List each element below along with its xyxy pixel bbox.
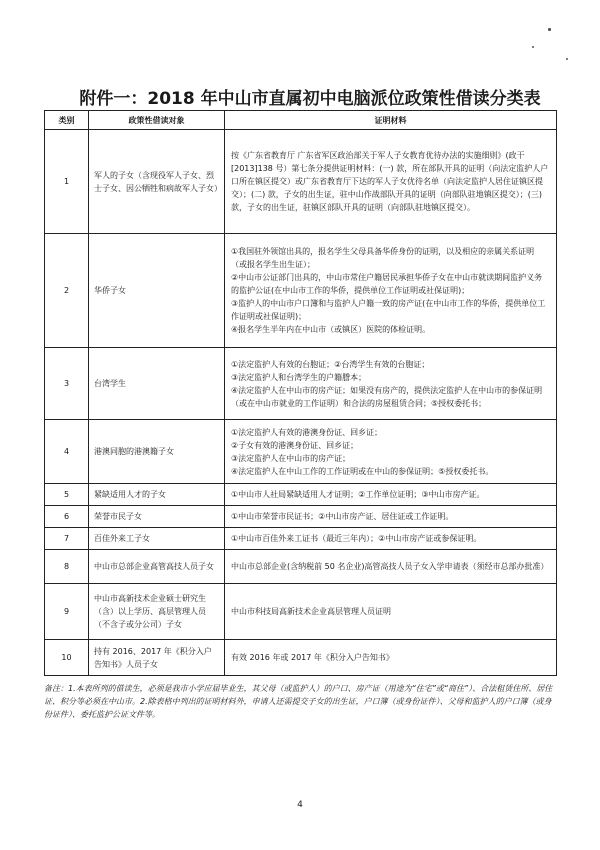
policy-table <box>44 110 556 676</box>
table-row <box>45 130 557 234</box>
row-number: 9 <box>45 584 89 640</box>
row-number: 4 <box>45 420 89 484</box>
row-number: 8 <box>45 550 89 584</box>
row-target: 军人的子女（含现役军人子女、烈士子女、因公牺牲和病故军人子女） <box>89 130 225 234</box>
table-row <box>45 348 557 420</box>
proof-item: 按《广东省教育厅 广东省军区政治部关于军人子女教育优待办法的实施细则》(政干[2013]138 号）第七条分提供证明材料：(一) 款，所在部队开具的证明（向法定监护人户口所在镇区提交）或广东省教育厅下达的军人子女优待名单（向法定监护人居住证镇区提交）；(二) 款，子女的出生证，驻中山作战部队开具的证明（向部队驻地镇区提交）；(三) 款，子女的出生证，驻镇区部队开具的证明（向部队驻地镇区提交）。 <box>231 151 549 212</box>
row-proof <box>225 348 557 420</box>
row-proof <box>225 130 557 234</box>
table-row <box>45 234 557 348</box>
row-number: 1 <box>45 130 89 234</box>
table-row <box>45 506 557 528</box>
proof-item: ③法定监护人在中山市的房产证； <box>231 453 351 463</box>
proof-item: ①中山市荣誉市民证书；②中山市房产证、居住证或工作证明。 <box>231 512 454 521</box>
proof-item: ①法定监护人有效的港澳身份证、回乡证； <box>231 427 383 437</box>
row-number: 3 <box>45 348 89 420</box>
scan-speck <box>548 28 551 31</box>
row-number: 10 <box>45 640 89 676</box>
row-target: 中山市高新技术企业硕士研究生（含）以上学历、高层管理人员（不含子或分公司）子女 <box>89 584 225 640</box>
classification-table <box>44 110 557 676</box>
row-target: 荣誉市民子女 <box>89 506 225 528</box>
row-number: 2 <box>45 234 89 348</box>
table-row <box>45 484 557 506</box>
table-row <box>45 584 557 640</box>
header-category: 类别 <box>45 111 89 130</box>
proof-item: ①中山市百佳外来工证书（最近三年内）；②中山市房产证或参保证明。 <box>231 534 482 543</box>
row-proof <box>225 506 557 528</box>
table-row <box>45 550 557 584</box>
proof-item: 中山市科技局高新技术企业高层管理人员证明 <box>231 607 391 616</box>
row-target: 百佳外来工子女 <box>89 528 225 550</box>
document-title: 附件一：2018 年中山市直属初中电脑派位政策性借读分类表 <box>79 89 541 109</box>
row-proof <box>225 484 557 506</box>
row-target: 紧缺适用人才的子女 <box>89 484 225 506</box>
row-number: 7 <box>45 528 89 550</box>
proof-item: ④报名学生半年内在中山市（或镇区）医院的体检证明。 <box>231 325 431 334</box>
page-number: 4 <box>297 800 303 810</box>
row-number: 5 <box>45 484 89 506</box>
row-number: 6 <box>45 506 89 528</box>
row-proof <box>225 550 557 584</box>
proof-item: ④法定监护人在中山工作的工作证明或在中山的参保证明；⑤授权委托书。 <box>231 466 494 476</box>
scan-speck <box>532 46 534 48</box>
scan-speck <box>566 58 568 60</box>
table-row <box>45 420 557 484</box>
table-header-row <box>45 111 557 130</box>
row-target: 持有 2016、2017 年《积分入户告知书》人员子女 <box>89 640 225 676</box>
proof-item: ①法定监护人有效的台胞证；②台湾学生有效的台胞证； <box>231 359 430 369</box>
table-row <box>45 640 557 676</box>
row-target: 中山市总部企业高管高技人员子女 <box>89 550 225 584</box>
proof-item: ②中山市公证部门出具的，中山市常住户籍居民承担华侨子女在中山市就读期间监护义务的监护公证(在中山市工作的华侨，提供单位工作证明或社保证明)； <box>231 273 543 295</box>
proof-item: ①我国驻外领馆出具的，报名学生父母具备华侨身份的证明，以及相应的亲属关系证明（或报名学生出生证）； <box>231 247 535 269</box>
header-target: 政策性借读对象 <box>89 111 225 130</box>
proof-item: 中山市总部企业(含纳税前 50 名企业)高管高技人员子女入学申请表（须经市总部办批准） <box>231 562 549 571</box>
proof-item: ③法定监护人和台湾学生的户籍謄本； <box>231 372 367 382</box>
row-proof <box>225 640 557 676</box>
footnote: 备注：1.本表所列的借读生，必须是我市小学应届毕业生，其父母（或监护人）的户口、房产证（用途为“住宅”或“商住”）、合法租赁住所、居住证、积分等必须在中山市。2.除表格中列出的证明材料外，申请人还需提交子女的出生证，户口簿（或身份证件）、父母和监护人的户口簿（或身份证件）、委托监护公证文件等。 <box>44 684 553 719</box>
proof-item: ②子女有效的港澳身份证、回乡证； <box>231 440 359 450</box>
row-proof <box>225 420 557 484</box>
header-proof: 证明材料 <box>225 111 557 130</box>
proof-item: ③监护人的中山市户口簿和与监护人户籍一致的房产证(在中山市工作的华侨，提供单位工作证明或社保证明)； <box>231 299 546 321</box>
row-proof <box>225 584 557 640</box>
row-target: 华侨子女 <box>89 234 225 348</box>
row-target: 台湾学生 <box>89 348 225 420</box>
table-row <box>45 528 557 550</box>
row-proof <box>225 234 557 348</box>
proof-item: ①中山市人社局紧缺适用人才证明；②工作单位证明；③中山市房产证。 <box>231 490 485 499</box>
row-proof <box>225 528 557 550</box>
proof-item: ④法定监护人在中山市的房产证；如果没有房产的，提供法定监护人在中山市的参保证明（或在中山市就业的工作证明）和合法的房屋租赁合同；⑤授权委托书； <box>231 385 543 408</box>
proof-item: 有效 2016 年或 2017 年《积分入户告知书》 <box>231 653 394 662</box>
row-target: 港澳同胞的港澳籍子女 <box>89 420 225 484</box>
